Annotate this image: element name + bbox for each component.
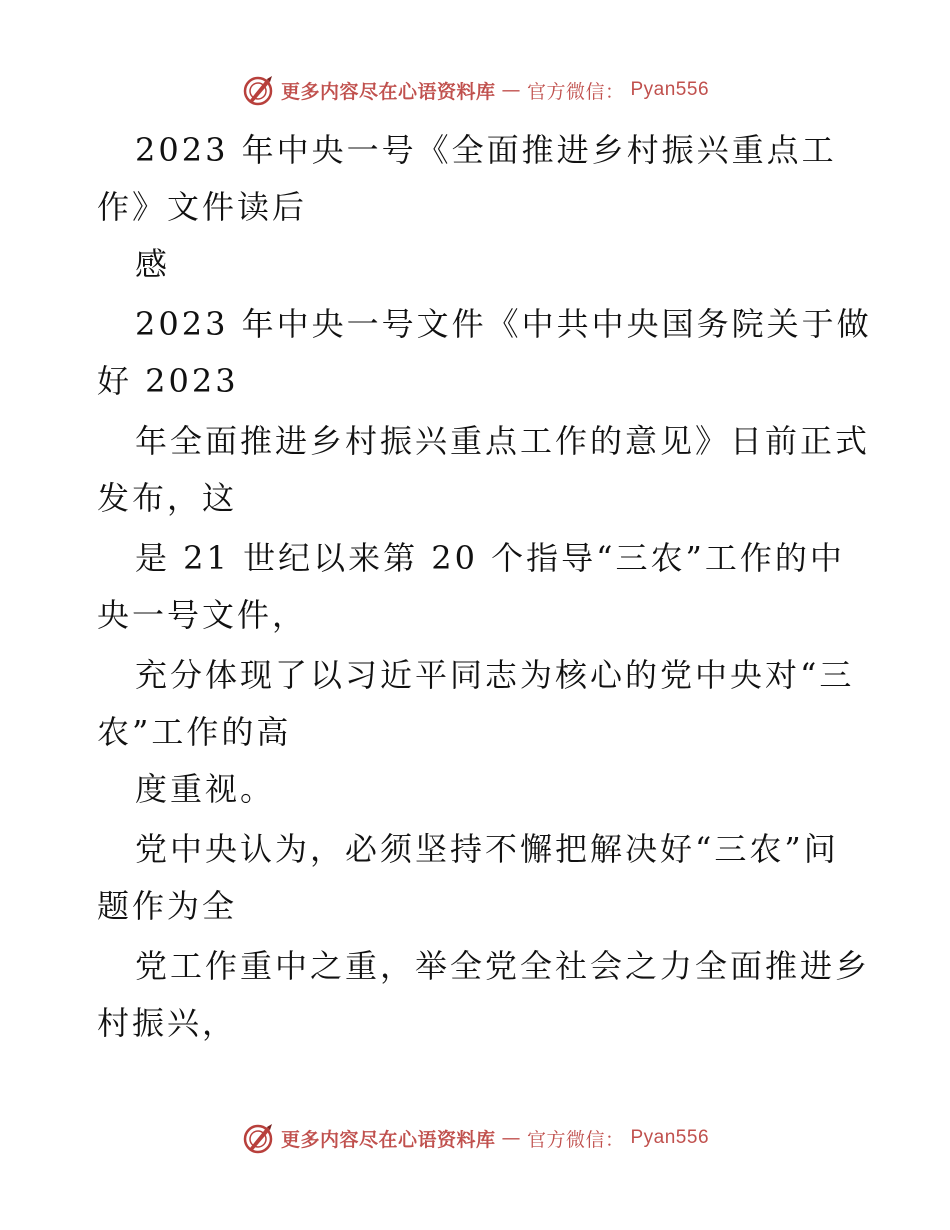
header-banner-wechat-id: Pyan556 [630, 79, 710, 100]
paragraph-line: 党中央认为，必须坚持不懈把解决好“三农”问 [135, 830, 839, 868]
header-banner-dash: — [501, 79, 521, 101]
quill-logo-icon [241, 1121, 275, 1155]
paragraph-line: 好 2023 [97, 362, 239, 400]
title-line-3: 感 [135, 245, 171, 283]
paragraph-line: 央一号文件， [97, 596, 308, 634]
footer-banner-dash: — [501, 1127, 521, 1149]
header-banner-wechat-label: 官方微信： [526, 80, 625, 103]
title-line-1: 2023 年中央一号《全面推进乡村振兴重点工 [135, 131, 837, 169]
paragraph-line: 题作为全 [97, 887, 238, 925]
footer-banner-wechat-label: 官方微信： [526, 1128, 625, 1151]
paragraph-line: 充分体现了以习近平同志为核心的党中央对“三 [135, 656, 855, 694]
paragraph-line: 年全面推进乡村振兴重点工作的意见》日前正式 [135, 422, 871, 460]
paragraph-line: 发布，这 [97, 479, 238, 517]
footer-banner-title: 更多内容尽在心语资料库 [280, 1128, 496, 1151]
header-banner-title: 更多内容尽在心语资料库 [280, 80, 496, 103]
footer-banner-wechat-id: Pyan556 [630, 1127, 710, 1148]
footer-banner [0, 1118, 950, 1158]
paragraph-line: 度重视。 [135, 770, 276, 808]
paragraph-line: 村振兴， [97, 1004, 238, 1042]
paragraph-line: 是 21 世纪以来第 20 个指导“三农”工作的中 [135, 539, 845, 577]
title-line-2: 作》文件读后 [97, 188, 308, 226]
footer-banner-content [241, 1121, 709, 1155]
paragraph-line: 农”工作的高 [97, 713, 292, 751]
paragraph-line: 2023 年中央一号文件《中共中央国务院关于做 [135, 305, 872, 343]
paragraph-line: 党工作重中之重，举全党全社会之力全面推进乡 [135, 947, 871, 985]
